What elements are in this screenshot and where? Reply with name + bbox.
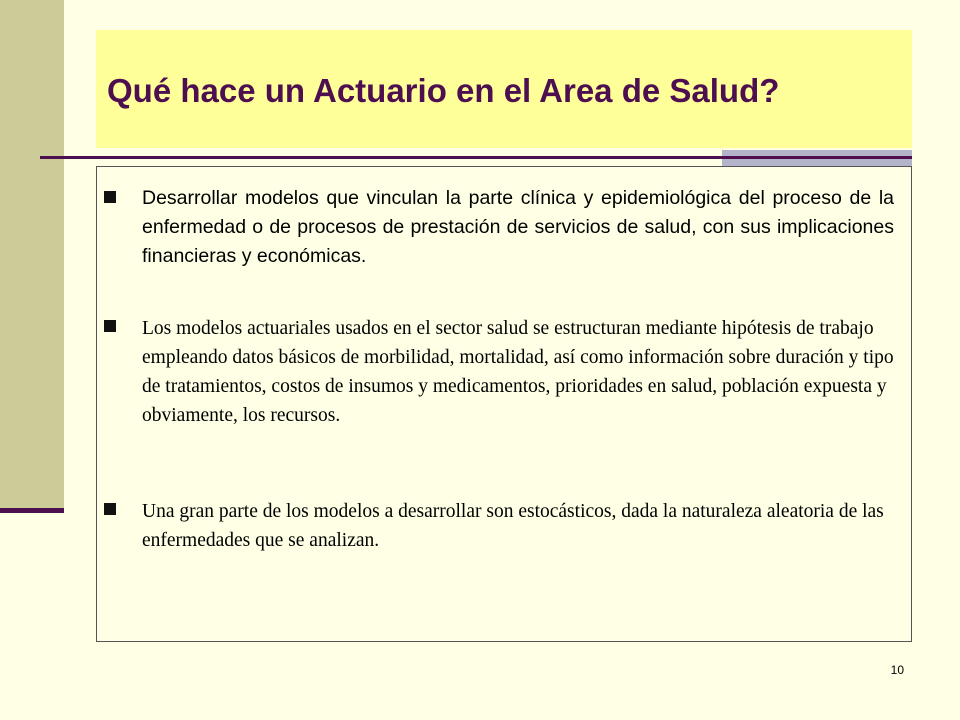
page-number: 10 [890,663,904,677]
bullet-text-1: Desarrollar modelos que vinculan la parte clínica y epidemiológica del proceso de la enfermedad o de procesos de prestación de servicios de salud, con sus implicaciones financieras y económicas. [142,187,894,267]
bullet-text-2: Los modelos actuariales usados en el sector salud se estructuran mediante hipótesis de trabajo empleando datos básicos de morbilidad, mortalidad, así como información sobre duración y tipo de tratamientos, costos de insumos y medicamentos, prioridades en salud, población expuesta y obviamente, los recursos. [142,318,894,426]
title-divider-grey-bar [722,150,912,166]
square-bullet-icon [104,320,116,332]
square-bullet-icon [104,503,116,515]
slide-title: Qué hace un Actuario en el Area de Salud? [107,72,780,109]
left-decorative-band [0,0,64,508]
left-accent-line [0,508,64,513]
square-bullet-icon [104,191,116,203]
bullet-text-3: Una gran parte de los modelos a desarrollar son estocásticos, dada la naturaleza aleatoria de las enfermedades que se analizan. [142,501,884,551]
title-divider-line [40,156,722,159]
